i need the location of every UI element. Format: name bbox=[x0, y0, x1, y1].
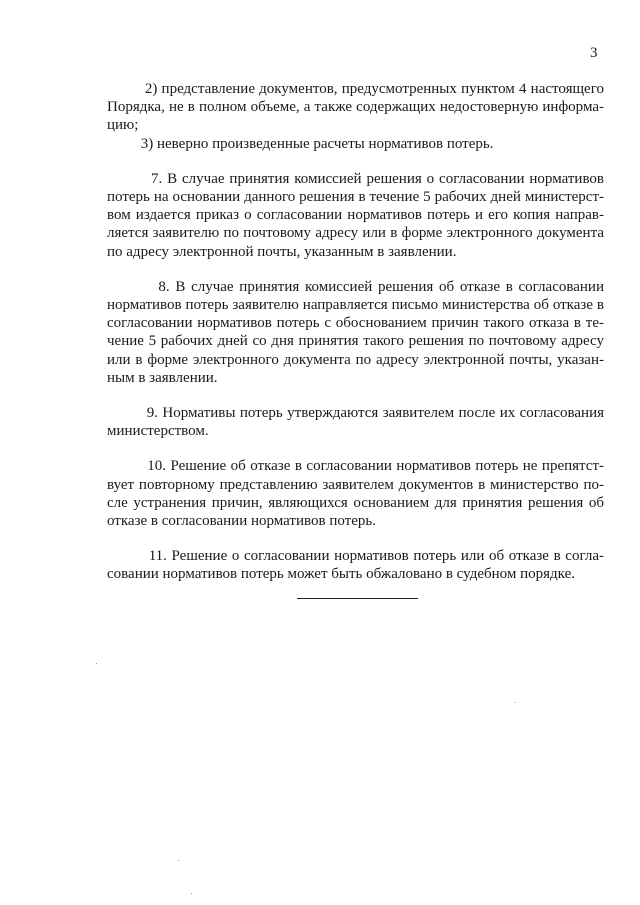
text-line: 10. Решение об отказе в согласовании нормативов потерь не препятст- bbox=[107, 458, 604, 475]
text-line: чение 5 рабочих дней со дня принятия такого решения по почтовому адресу bbox=[107, 333, 604, 350]
text-line: нормативов потерь заявителю направляется письмо министерства об отказе в bbox=[107, 297, 604, 314]
text-line: по адресу электронной почты, указанным в заявлении. bbox=[107, 243, 457, 260]
text-line: сле устранения причин, являющихся основанием для принятия решения об bbox=[107, 494, 604, 511]
page-number: 3 bbox=[590, 45, 598, 61]
paragraph bbox=[107, 547, 604, 583]
paragraph bbox=[107, 80, 604, 135]
text-line: Порядка, не в полном объеме, а также содержащих недостоверную информа- bbox=[107, 99, 604, 116]
end-divider-line bbox=[297, 598, 418, 599]
document-body bbox=[107, 80, 604, 584]
paragraph bbox=[107, 170, 604, 261]
text-line: министерством. bbox=[107, 423, 209, 440]
paragraph-gap bbox=[107, 440, 604, 457]
text-line: 3) неверно произведенные расчеты нормативов потерь. bbox=[107, 135, 494, 152]
text-line: вом издается приказ о согласовании нормативов потерь и его копия направ- bbox=[107, 207, 604, 224]
text-line: потерь на основании данного решения в течение 5 рабочих дней министерст- bbox=[107, 189, 604, 206]
paragraph bbox=[107, 404, 604, 440]
text-line: вует повторному представлению заявителем документов в министерство по- bbox=[107, 476, 604, 493]
text-line: 9. Нормативы потерь утверждаются заявителем после их согласования bbox=[107, 405, 604, 422]
paragraph bbox=[107, 457, 604, 530]
paragraph-gap bbox=[107, 261, 604, 278]
scan-speck bbox=[96, 663, 97, 664]
scan-speck bbox=[178, 860, 179, 861]
text-line: 2) представление документов, предусмотренных пунктом 4 настоящего bbox=[107, 81, 604, 97]
paragraph-gap bbox=[107, 153, 604, 170]
paragraph bbox=[107, 135, 604, 153]
text-line: ляется заявителю по почтовому адресу или в форме электронного документа bbox=[107, 225, 604, 242]
scan-speck bbox=[515, 702, 516, 703]
text-line: или в форме электронного документа по адресу электронной почты, указан- bbox=[107, 351, 604, 368]
paragraph-gap bbox=[107, 387, 604, 404]
text-line: 8. В случае принятия комиссией решения об отказе в согласовании bbox=[107, 278, 604, 295]
text-line: совании нормативов потерь может быть обжаловано в судебном порядке. bbox=[107, 566, 575, 583]
text-line: отказе в согласовании нормативов потерь. bbox=[107, 513, 376, 530]
scan-speck bbox=[191, 893, 192, 894]
text-line: цию; bbox=[107, 117, 139, 134]
text-line: ным в заявлении. bbox=[107, 369, 218, 386]
text-line: 7. В случае принятия комиссией решения о согласовании нормативов bbox=[107, 170, 604, 187]
paragraph bbox=[107, 278, 604, 387]
text-line: 11. Решение о согласовании нормативов потерь или об отказе в согла- bbox=[107, 548, 604, 565]
paragraph-gap bbox=[107, 530, 604, 547]
text-line: согласовании нормативов потерь с обоснованием причин такого отказа в те- bbox=[107, 315, 604, 332]
